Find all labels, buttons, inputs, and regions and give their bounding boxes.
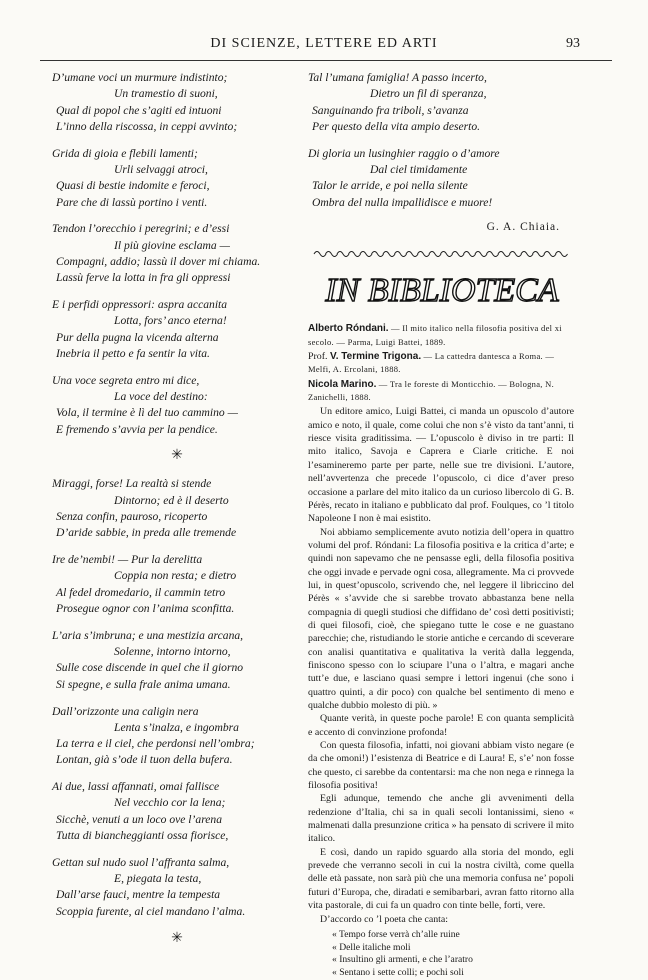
verse-line: La voce del destino: bbox=[114, 390, 208, 404]
entry-title: — Tra le foreste di Monticchio. — Bologna, N. Zanichelli, 1888. bbox=[308, 378, 555, 403]
section-title-lettering bbox=[322, 269, 562, 311]
verse-line: Dal ciel timidamente bbox=[370, 162, 468, 176]
verse-line: Nel vecchio cor la lena; bbox=[114, 796, 226, 810]
page-number: 93 bbox=[566, 36, 580, 51]
section-separator: ✳ bbox=[171, 448, 183, 464]
entry-title: — Il mito italico nella filosofia positiva del xi secolo. — Parma, Luigi Battei, 1889. bbox=[308, 323, 562, 347]
section-title-block bbox=[322, 269, 574, 316]
verse-line: Pur della pugna la vicenda alterna bbox=[56, 330, 219, 344]
verse-line: Lenta s’inalza, e ingombra bbox=[114, 720, 239, 734]
verse-line: D’umane voci un murmure indistinto; bbox=[52, 71, 228, 84]
verse-line: Dall’orizzonte una caligin nera bbox=[52, 704, 199, 718]
verse-line: Miraggi, forse! La realtà si stende bbox=[52, 477, 212, 491]
verse-line: Prosegue ognor con l’anima sconfitta. bbox=[56, 602, 235, 616]
verse-line: Dintorno; ed è il deserto bbox=[114, 493, 229, 507]
paragraph: Egli adunque, temendo che anche gli avvenimenti della redenzione d’Italia, chi sa in quali secoli lontanissimi, sieno « malmenati dalla presunzione critica » ha pensato di scrivere il mito italico. bbox=[308, 793, 574, 845]
verse-line: Al fedel dromedario, il cammin tetro bbox=[56, 585, 226, 599]
verse-line: Compagni, addio; lassù il dover mi chiama. bbox=[56, 254, 261, 268]
quote-line: « Tempo forse verrà ch’alle ruine bbox=[332, 928, 460, 940]
verse-line: Talor le arride, e poi nella silente bbox=[312, 179, 468, 193]
stanza bbox=[52, 628, 302, 693]
verse-line: Urli selvaggi atroci, bbox=[114, 162, 208, 176]
stanza bbox=[52, 704, 302, 769]
review-text bbox=[308, 405, 574, 925]
bibliography-list bbox=[308, 322, 574, 404]
verse-line: Di gloria un lusinghier raggio o d’amore bbox=[308, 146, 500, 160]
verse-line: Grida di gioia e flebili lamenti; bbox=[52, 146, 198, 160]
verse-line: Lassù ferve la lotta in fra gli oppressi bbox=[56, 271, 231, 285]
verse-line: Sicchè, venuti a un loco ove l’arena bbox=[56, 812, 223, 826]
verse-line: Vola, il termine è lì del tuo cammino — bbox=[56, 406, 238, 420]
entry-title: — La cattedra dantesca a Roma. — Melfi, A. Ercolani, 1888. bbox=[308, 351, 555, 375]
verse-line: Ai due, lassi affannati, omai fallisce bbox=[52, 780, 220, 794]
header-rule bbox=[40, 60, 612, 61]
verse-line: Ire de’nembi! — Pur la derelitta bbox=[52, 553, 203, 567]
bibliography-entry bbox=[308, 322, 574, 349]
verse-line: Pare che di lassù portino i venti. bbox=[56, 195, 208, 209]
verse-line: Una voce segreta entro mi dice, bbox=[52, 373, 200, 387]
stanza bbox=[52, 779, 302, 844]
verse-line: Dietro un fil di speranza, bbox=[370, 87, 487, 101]
verse-line: E fremendo s’avvia per la pendice. bbox=[56, 422, 218, 436]
verse-line: Coppia non resta; e dietro bbox=[114, 569, 237, 583]
verse-line: Scoppia furente, al ciel mandano l’alma. bbox=[56, 904, 246, 918]
verse-line: Sanguinando fra triboli, s’avanza bbox=[312, 103, 469, 117]
stanza bbox=[52, 476, 302, 541]
page-header bbox=[0, 33, 648, 55]
verse-line: E i perfidi oppressori: aspra accanita bbox=[52, 298, 228, 312]
verse-line: L’aria s’imbruna; e una mestizia arcana, bbox=[52, 628, 244, 642]
verse-line: Qual di popol che s’agiti ed intuoni bbox=[56, 103, 222, 117]
verse-line: Senza confin, pauroso, ricoperto bbox=[56, 510, 208, 524]
stanza bbox=[52, 146, 302, 211]
stanza bbox=[308, 146, 574, 211]
quote-line: « Insultino gli armenti, e che l’aratro bbox=[332, 954, 473, 966]
verse-line: Lontan, già s’ode il tuon della bufera. bbox=[56, 753, 233, 767]
bibliography-entry bbox=[308, 378, 574, 405]
verse-line: E, piegata la testa, bbox=[114, 872, 202, 886]
verse-line: Ombra del nulla impallidisce e muore! bbox=[312, 195, 493, 209]
verse-line: Lotta, fors’ anco eterna! bbox=[114, 314, 227, 328]
verse-line: Solenne, intorno intorno, bbox=[114, 645, 231, 659]
entry-author: V. Termine Trigona. bbox=[329, 351, 422, 363]
poem-part-1 bbox=[52, 70, 302, 438]
verse-line: Il più giovine esclama — bbox=[114, 238, 230, 252]
verse-line: Tendon l’orecchio i peregrini; e d’essi bbox=[52, 222, 230, 236]
quote-line: « Delle italiche moli bbox=[332, 941, 411, 953]
stanza bbox=[52, 373, 302, 438]
section-title: IN BIBLIOTECA bbox=[325, 272, 559, 310]
running-title: DI SCIENZE, LETTERE ED ARTI bbox=[210, 36, 438, 51]
entry-prefix: Prof. bbox=[308, 351, 330, 363]
paragraph: Quante verità, in queste poche parole! E con quanta semplicità e accento di convinzione profonda! bbox=[308, 713, 574, 738]
stanza bbox=[52, 70, 302, 135]
paragraph: Con questa filosofia, infatti, noi giovani abbiam visto negare (e da che omoni!) l’esistenza di Beatrice e di Laura! E, s’e’ non fosse che questo, ci sarebbe da contentarsi: ma che non nega e rinnega la filosofia positiva! bbox=[308, 740, 574, 792]
quote-line: « Sentano i sette colli; e pochi soli bbox=[332, 967, 464, 979]
stanza bbox=[52, 552, 302, 617]
poem-quotation bbox=[308, 929, 574, 980]
verse-line: Inebria il petto e fa sentir la vita. bbox=[56, 346, 210, 360]
verse-line: L’inno della riscossa, in ceppi avvinto; bbox=[56, 119, 238, 133]
left-column bbox=[52, 70, 302, 959]
verse-line: Tutta di biancheggianti ossa fiorisce, bbox=[56, 829, 229, 843]
verse-line: Un tramestio di suoni, bbox=[114, 87, 218, 101]
stanza bbox=[52, 297, 302, 362]
poem-conclusion bbox=[308, 70, 574, 211]
stanza bbox=[52, 221, 302, 286]
poem-signature: G. A. Chiaia. bbox=[486, 221, 560, 234]
bibliography-entry bbox=[308, 350, 574, 377]
paragraph: Un editore amico, Luigi Battei, ci manda un opuscolo d’autore amico e noto, il quale, come colui che non s’è visto da tant’anni, ti riesce visita graditissima. — L’opuscolo è diviso in tre parti: Il mito italico, Savoja e Caprera e Ciarle critiche. E noi l’esamineremo parte per parte, nelle sue tre divisioni. L’autore, nell’avvertenza che precede l’opuscolo, ci dice d’aver preso occasione a parlare del mito italico da un curioso libercolo di G. B. Pérès, recato in italiano e pubblicato dal prof. Foulques, co ’l titolo Napoleone I non è mai esistito. bbox=[308, 406, 574, 525]
stanza bbox=[308, 70, 574, 135]
entry-author: Nicola Marino. bbox=[308, 378, 377, 390]
verse-line: La terra e il ciel, che perdonsi nell’ombra; bbox=[56, 737, 255, 751]
verse-line: Gettan sul nudo suol l’affranta salma, bbox=[52, 855, 230, 869]
verse-line: D’aride sabbie, in preda alle tremende bbox=[56, 526, 237, 540]
paragraph: Noi abbiamo semplicemente avuto notizia dell’opera in quattro volumi del prof. Róndani: La filosofia positiva e la critica d’arte; e quindi non sapevamo che ne pensasse egli, della filosofia positiva che oggi invade e pervade ogni cosa, allegramente. Ma ci provvede lui, in quest’opuscolo, scrivendo che, nel leggere il libriccino del Pérès « s’avvide che si sarebbe trovato abbastanza bene nella compagnia di quegli studiosi che diffidano de’ così detti positivisti; di quei filosofi, cioè, che spiegano tutte le cose e ne guastano parecchie; che, ristudiando le storie antiche e cercando di sceverare con analisi quantitativa e qualitativa la verità dalla leggenda, finiscono spesso con lo sciupare l’una o l’altra, e magari anche tutt’e due, e lasciano quasi sempre i lettori ingenui (che sono i quattro quinti, a dir poco) con qualche bel sentimento di meno e qualche dubbio molesto di più. » bbox=[308, 526, 574, 711]
paragraph: D’accordo co ’l poeta che canta: bbox=[320, 913, 449, 925]
poem-part-2 bbox=[52, 476, 302, 920]
end-separator: ✳ bbox=[171, 930, 183, 946]
entry-author: Alberto Róndani. bbox=[308, 323, 389, 335]
verse-line: Tal l’umana famiglia! A passo incerto, bbox=[308, 71, 487, 84]
paragraph: E così, dando un rapido sguardo alla storia del mondo, egli prevede che verranno secoli in cui la nostra civiltà, come quella delle età passate, non sarà più che una memoria confusa ne’ popoli futuri d’Europa, che, diradati e semibarbari, avran fatto ritorno alla vita pastorale, di cui fa un quadro con tinte belle, forti, vere. bbox=[308, 846, 574, 912]
verse-line: Sulle cose discende in quel che il giorno bbox=[56, 661, 244, 675]
verse-line: Si spegne, e sulla frale anima umana. bbox=[56, 677, 231, 691]
stanza bbox=[52, 855, 302, 920]
ornamental-divider bbox=[308, 249, 574, 259]
verse-line: Quasi di bestie indomite e feroci, bbox=[56, 179, 210, 193]
right-column bbox=[308, 70, 574, 980]
verse-line: Per questo della vita ampio deserto. bbox=[312, 119, 481, 133]
verse-line: Dall’arse fauci, mentre la tempesta bbox=[56, 888, 221, 902]
